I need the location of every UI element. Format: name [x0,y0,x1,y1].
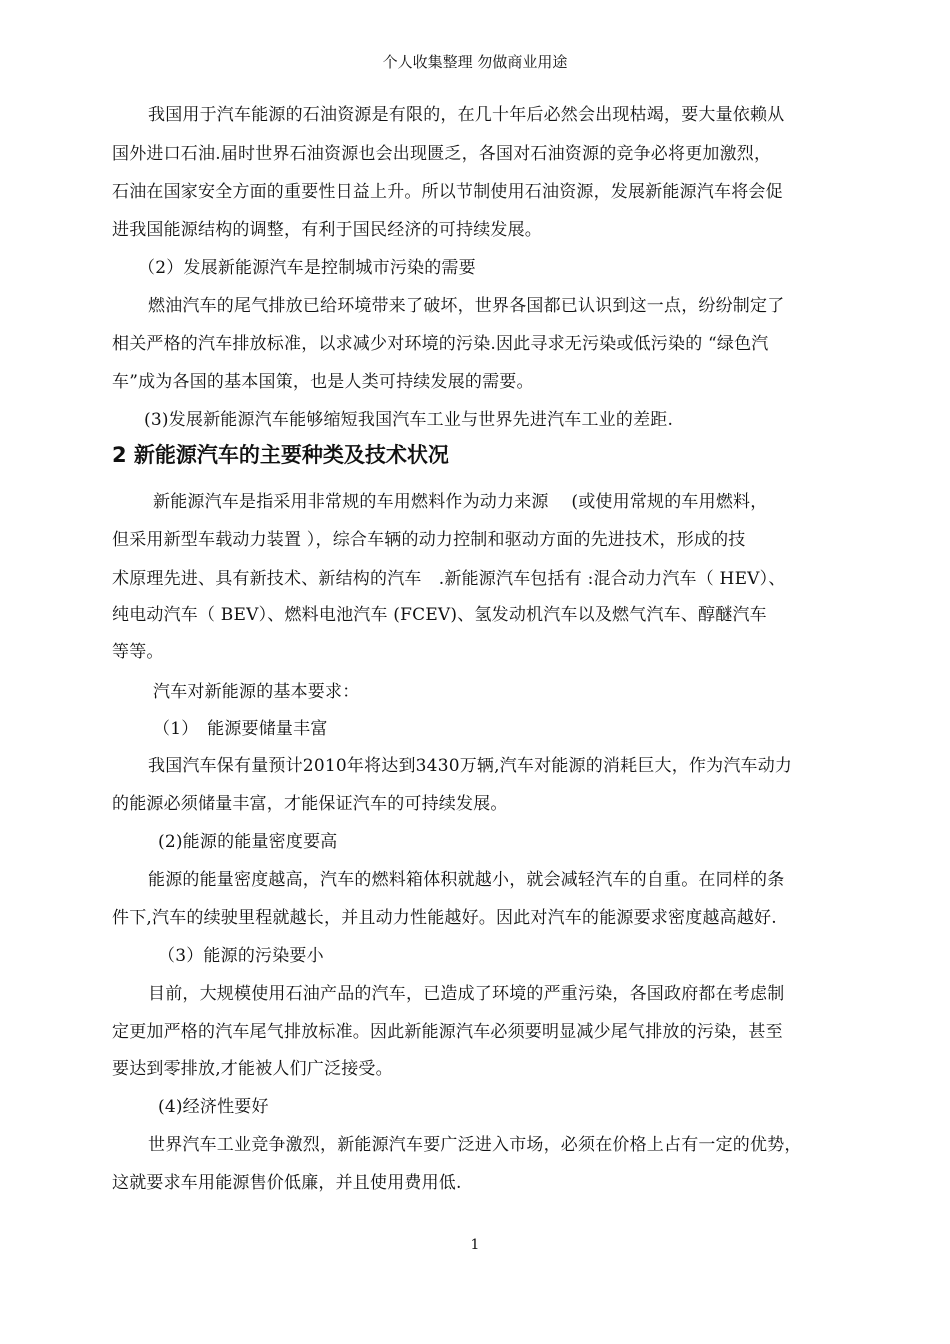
subheading-line: （1） 能源要储量丰富 [153,719,328,739]
body-line: 要达到零排放,才能被人们广泛接受。 [112,1059,393,1079]
body-line: 能源的能量密度越高，汽车的燃料箱体积就越小，就会减轻汽车的自重。在同样的条 [148,870,785,890]
body-line: 世界汽车工业竞争激烈，新能源汽车要广泛进入市场，必须在价格上占有一定的优势， [148,1135,802,1155]
body-line: 我国汽车保有量预计2010年将达到3430万辆,汽车对能源的消耗巨大，作为汽车动力 [148,756,793,776]
body-line: 目前，大规模使用石油产品的汽车，已造成了环境的严重污染，各国政府都在考虑制 [148,984,785,1004]
body-line: 相关严格的汽车排放标准，以求减少对环境的污染.因此寻求无污染或低污染的 “绿色汽 [112,334,769,354]
body-line: 术原理先进、具有新技术、新结构的汽车 .新能源汽车包括有 :混合动力汽车（ HEV）、 [112,569,786,589]
body-line: 进我国能源结构的调整，有利于国民经济的可持续发展。 [112,220,542,240]
body-line: 等等。 [112,642,164,662]
body-line: 汽车对新能源的基本要求： [153,682,360,702]
subheading-line: (4)经济性要好 [158,1097,269,1117]
body-line: 这就要求车用能源售价低廉，并且使用费用低. [112,1173,462,1193]
body-line: 件下,汽车的续驶里程就越长，并且动力性能越好。因此对汽车的能源要求密度越高越好. [112,908,777,928]
body-line: 国外进口石油.届时世界石油资源也会出现匮乏，各国对石油资源的竞争必将更加激烈， [112,144,772,164]
subheading-line: (3)发展新能源汽车能够缩短我国汽车工业与世界先进汽车工业的差距. [144,410,674,430]
body-line: 车”成为各国的基本国策，也是人类可持续发展的需要。 [112,372,534,392]
body-line: 但采用新型车载动力装置 ），综合车辆的动力控制和驱动方面的先进技术，形成的技 [112,530,746,550]
body-line: 燃油汽车的尾气排放已给环境带来了破坏，世界各国都已认识到这一点，纷纷制定了 [148,296,785,316]
body-line: 我国用于汽车能源的石油资源是有限的，在几十年后必然会出现枯竭，要大量依赖从 [148,105,785,125]
page-header: 个人收集整理 勿做商业用途 [382,53,568,71]
subheading-line: （2）发展新能源汽车是控制城市污染的需要 [138,258,476,278]
body-line: 纯电动汽车（ BEV）、燃料电池汽车 (FCEV)、氢发动机汽车以及燃气汽车、醇醚汽车 [112,605,767,625]
subheading-line: （3）能源的污染要小 [158,946,324,966]
body-line: 定更加严格的汽车尾气排放标准。因此新能源汽车必须要明显减少尾气排放的污染，甚至 [112,1022,783,1042]
subheading-line: (2)能源的能量密度要高 [158,832,338,852]
body-line: 的能源必须储量丰富，才能保证汽车的可持续发展。 [112,794,508,814]
section-heading: 2 新能源汽车的主要种类及技术状况 [112,443,449,467]
body-line: 石油在国家安全方面的重要性日益上升。所以节制使用石油资源，发展新能源汽车将会促 [112,182,783,202]
body-line: 新能源汽车是指采用非常规的车用燃料作为动力来源 (或使用常规的车用燃料， [153,492,768,512]
page-number: 1 [470,1237,480,1253]
